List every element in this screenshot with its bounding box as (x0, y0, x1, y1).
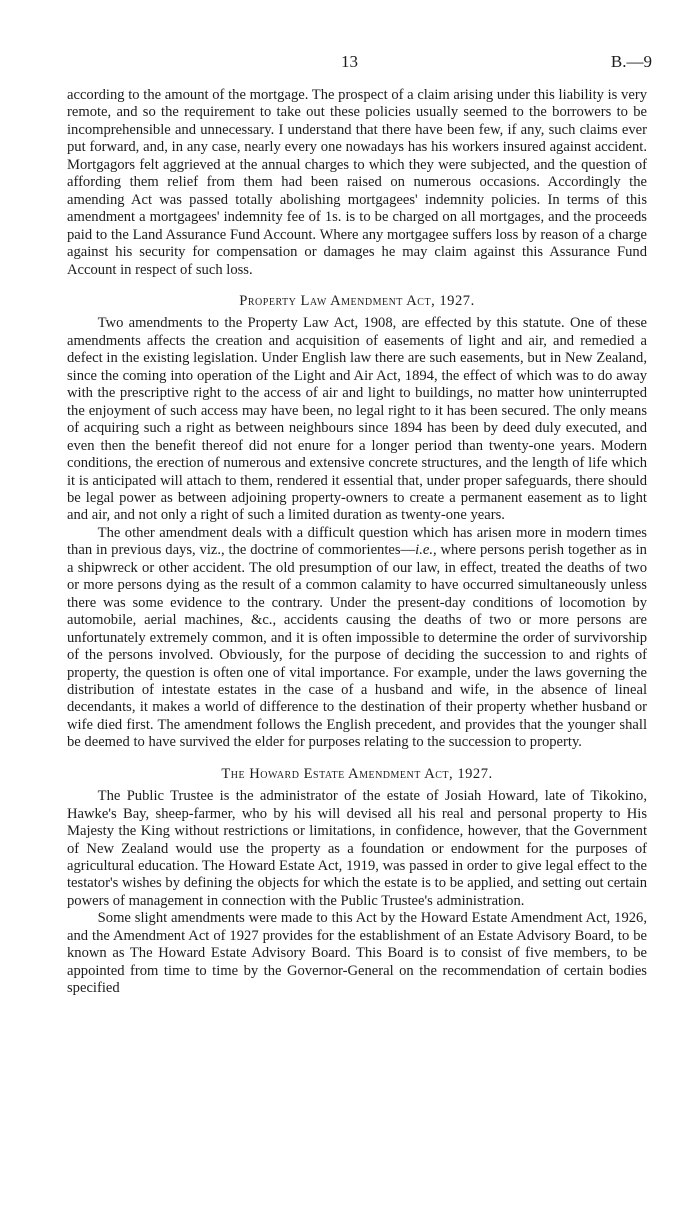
document-reference: B.—9 (610, 52, 652, 71)
page-body (67, 87, 647, 998)
howard-estate-heading: The Howard Estate Amendment Act, 1927. (221, 765, 493, 782)
howard-estate-paragraph-2: Some slight amendments were made to this Act by the Howard Estate Amendment Act, 1926, and the Amendment Act of 1927 provides for the establishment of an Estate Advisory Board, to be known as The Howard Estate Advisory Board. This Board is to consist of five members, to be appointed from time to time by the Governor-General on the recommendation of certain bodies specified (67, 910, 647, 997)
howard-estate-paragraph-1: The Public Trustee is the administrator of the estate of Josiah Howard, late of Tikokino, Hawke's Bay, sheep-farmer, who by his will devised all his real and personal property to His Majesty the King without restrictions or limitations, in confidence, however, that the Government of New Zealand would use the property as a foundation or endowment for the purposes of agricultural education. The Howard Estate Act, 1919, was passed in order to give legal effect to the testator's wishes by defining the objects for which the estate is to be applied, and setting out certain powers of management in connection with the Public Trustee's administration. (67, 788, 647, 909)
property-law-heading: Property Law Amendment Act, 1927. (239, 292, 475, 309)
commorientes-text-continued: where persons perish together as in a shipwreck or other accident. The old presumption of our law, in effect, treated the deaths of two or more persons dying as the result of a common calamity to have occurred simultaneously unless there was some evidence to the contrary. Under the present-day conditions of locomotion by automobile, aerial machines, &c., accidents causing the deaths of two or more persons are unfortunately extremely common, and it is often impossible to determine the order of survivorship of the persons involved. Obviously, for the purpose of deciding the succession to and rights of property, the question is often one of vital importance. For example, under the laws governing the distribution of intestate estates in the case of a husband and wife, in the absence of lineal decendants, it makes a world of difference to the destination of their property whether husband or wife died first. The amendment follows the English precedent, and provides that the younger shall be deemed to have survived the elder for purposes relating to the succession to property. (67, 542, 647, 751)
intro-paragraph: according to the amount of the mortgage. The prospect of a claim arising under this liability is very remote, and so the requirement to take out these policies usually seemed to the borrowers to be incomprehensible and unnecessary. I understand that there have been few, if any, such claims ever put forward, and, in any case, nearly every one nowadays has his workers insured against accident. Mortgagors felt aggrieved at the annual charges to which they were subjected, and the question of affording them relief from them had been raised on numerous occasions. Accordingly the amending Act was passed totally abolishing mortgagees' indemnity policies. In terms of this amendment a mortgagees' indemnity fee of 1s. is to be charged on all mortgages, and the proceeds paid to the Land Assurance Fund Account. Where any mortgagee suffers loss by reason of a charge against his security for compensation or damages he may claim against this Assurance Fund Account in respect of such loss. (67, 87, 647, 278)
page-number: 13 (341, 52, 358, 71)
property-law-paragraph-2 (67, 525, 647, 752)
ie-abbreviation: i.e., (415, 542, 437, 559)
commorientes-text: The other amendment deals with a difficult question which has arisen more in modern times than in previous days, viz., the doctrine of commorientes— (67, 524, 647, 559)
property-law-paragraph-1: Two amendments to the Property Law Act, 1908, are effected by this statute. One of these amendments affects the creation and acquisition of easements of light and air, and remedied a defect in the existing legislation. Under English law there are such easements, but in New Zealand, since the coming into operation of the Light and Air Act, 1894, the effect of which was to do away with the prescriptive right to the access of air and light to buildings, no matter how uninterrupted the enjoyment of such access may have been, no legal right to it has been secured. The only means of acquiring such a right as between neighbours since 1894 has been by deed duly executed, and even then the benefit thereof did not enure for a longer period than twenty-one years. Modern conditions, the erection of numerous and extensive concrete structures, and the length of life which it is anticipated will attach to them, rendered it essential that, under proper safeguards, there should be legal power as between adjoining property-owners to create a permanent easement as to light and air, and not only a right of such a limited duration as twenty-one years. (67, 315, 647, 524)
